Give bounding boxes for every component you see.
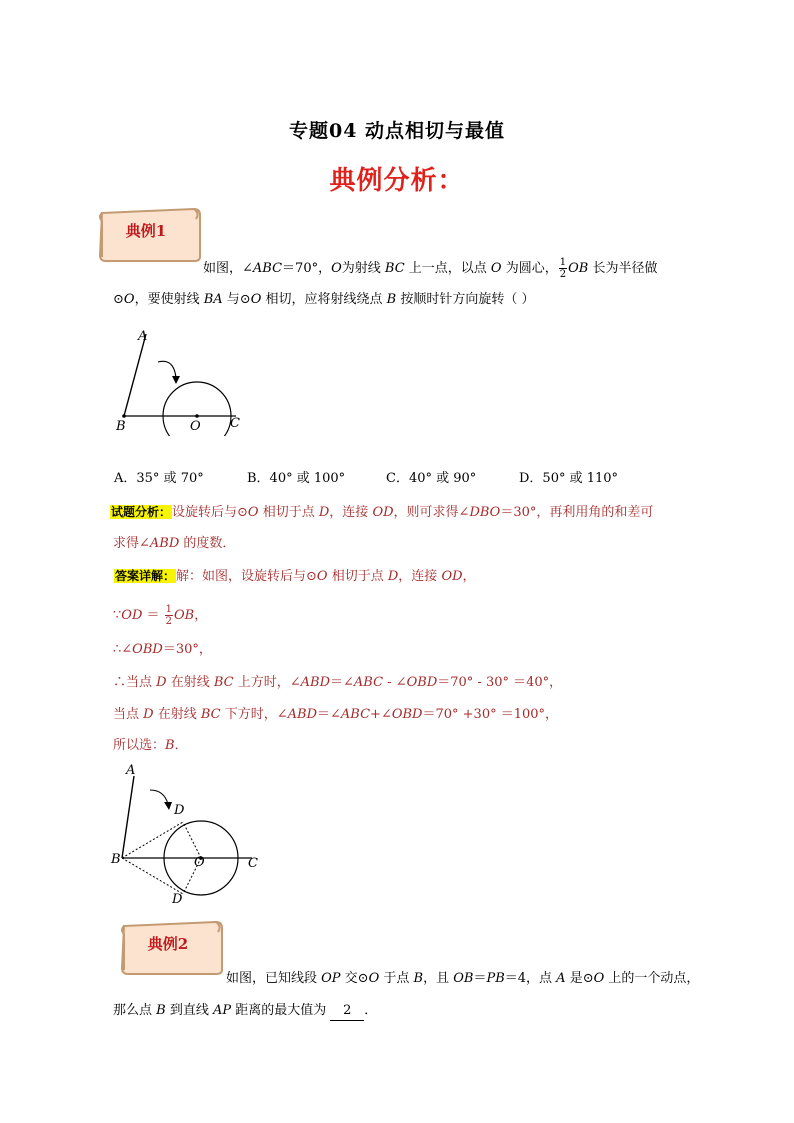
text-segment: ，: [462, 569, 476, 584]
q1-line1: [203, 261, 558, 276]
answer-blank: 2: [330, 1002, 364, 1021]
example-2-badge: [118, 918, 228, 976]
text-segment: ∴当点: [113, 675, 157, 690]
text-segment: 当点: [113, 707, 144, 722]
ray-ba: [124, 334, 146, 416]
text-segment: ＝∠: [317, 707, 341, 722]
answer-line-1: [114, 567, 476, 586]
text-segment: OBD: [132, 642, 163, 657]
text-segment: 在射线: [153, 707, 201, 722]
text-segment: ＝4，点: [504, 971, 557, 986]
text-segment: D: [318, 505, 330, 520]
answer-line-3: [113, 641, 212, 659]
analysis-line-1: [110, 503, 653, 522]
text-segment: 在射线: [166, 675, 214, 690]
answer-line-2: [113, 604, 207, 627]
text-segment: ABD: [300, 675, 330, 690]
text-segment: DBO: [469, 505, 501, 520]
text-segment: ，连接: [329, 505, 373, 520]
text-segment: O: [123, 292, 135, 307]
text-segment: OD: [121, 608, 143, 623]
text-segment: BC: [213, 675, 234, 690]
text-segment: AP: [212, 1003, 232, 1018]
text-segment: D: [143, 707, 154, 722]
text-segment: ABC: [353, 675, 384, 690]
text-segment: ．: [174, 738, 188, 753]
text-segment: O: [593, 971, 605, 986]
label-d-bottom: D: [172, 892, 183, 907]
rotation-arrow-icon: [150, 790, 168, 804]
text-segment: A: [556, 971, 566, 986]
text-segment: 解：如图，设旋转后与⊙: [176, 569, 317, 584]
text-segment: 长为半径做: [588, 261, 658, 276]
text-segment: ＝70° ‐ 30° ＝40°，: [437, 675, 563, 690]
text-segment: 如图，已知线段: [226, 971, 322, 986]
page-title: 专题04 动点相切与最值: [288, 120, 506, 142]
text-segment: PB: [486, 971, 505, 986]
label-b: B: [116, 419, 126, 434]
text-segment: OD: [441, 569, 463, 584]
text-segment: ＝70° +30° ＝100°，: [422, 707, 559, 722]
label-b: B: [111, 852, 121, 867]
text-segment: ＝: [142, 608, 164, 623]
example-1-question-line-2: [113, 291, 534, 309]
analysis-tag: 试题分析：: [111, 505, 172, 519]
label-c: C: [248, 856, 258, 871]
text-segment: 设旋转后与⊙: [172, 505, 248, 520]
text-segment: 距离的最大值为: [231, 1003, 327, 1018]
text-segment: 为圆心，: [501, 261, 558, 276]
text-segment: B: [165, 738, 175, 753]
text-segment: 相切，应将射线绕点: [261, 292, 387, 307]
text-segment: BC: [200, 707, 221, 722]
text-segment: ＝30°，再利用角的和差可: [500, 505, 654, 520]
rotation-arrow-icon: [158, 361, 176, 378]
text-segment: O: [331, 261, 342, 276]
answer-line-6: [113, 737, 188, 755]
example-1-question-line-1: [203, 257, 657, 280]
text-segment: OB: [568, 261, 589, 276]
text-segment: 下方时，∠: [220, 707, 288, 722]
example-2-question-line-1: [226, 970, 699, 988]
text-segment: ，连接: [398, 569, 442, 584]
label-a: A: [126, 763, 136, 778]
example-1-label: 典例1: [125, 222, 167, 240]
label-d-top: D: [174, 803, 185, 818]
text-segment: 与⊙: [222, 292, 251, 307]
text-segment: OP: [321, 971, 341, 986]
text-segment: ，要使射线: [134, 292, 204, 307]
text-segment: ABC: [252, 261, 283, 276]
text-segment: D: [387, 569, 399, 584]
text-segment: O: [250, 292, 262, 307]
analysis-line-2: [113, 535, 235, 553]
text-segment: D: [156, 675, 167, 690]
section-heading: 典例分析：: [329, 166, 465, 196]
text-segment: OBD: [391, 707, 423, 722]
text-segment: +∠: [370, 707, 392, 722]
text-segment: ‐ ∠: [383, 675, 407, 690]
text-segment: 那么点: [113, 1003, 157, 1018]
text-segment: ＝: [473, 971, 487, 986]
text-segment: OBD: [406, 675, 438, 690]
text-segment: 为射线: [341, 261, 385, 276]
text-segment: O: [368, 971, 380, 986]
text-segment: O: [247, 505, 259, 520]
text-segment: B: [156, 1003, 166, 1018]
option-b: B．40° 或 100°: [247, 471, 346, 486]
fraction: $\frac{1}{2}$: [559, 257, 567, 280]
text-segment: OB: [174, 608, 195, 623]
text-segment: OD: [372, 505, 394, 520]
text-segment: ABD: [149, 536, 180, 551]
text-segment: 上方时，∠: [233, 675, 301, 690]
text-segment: ，则可求得∠: [393, 505, 470, 520]
point-b-dot: [122, 414, 126, 418]
text-segment: 到直线: [165, 1003, 213, 1018]
text-segment: 相切于点: [258, 505, 319, 520]
text-segment: ABD: [287, 707, 317, 722]
label-o: O: [190, 419, 201, 434]
text-segment: OB: [453, 971, 474, 986]
segment-od-top: [183, 822, 201, 858]
q1-line1-tail: [568, 261, 657, 276]
text-segment: 于点: [379, 971, 414, 986]
figure-2: [106, 760, 266, 910]
text-segment: 是⊙: [565, 971, 594, 986]
figure-1: [108, 326, 258, 436]
text-segment: ，: [194, 608, 208, 623]
text-segment: 按顺时针方向旋转（ ）: [396, 292, 535, 307]
answer-line-5: [113, 706, 558, 724]
option-d: D．50° 或 110°: [519, 471, 619, 486]
text-segment: 上一点，以点: [404, 261, 491, 276]
example-2-question-line-2: 那么点 B 到直线 AP 距离的最大值为 2 ．: [113, 1002, 377, 1021]
text-segment: ⊙: [113, 292, 124, 307]
text-segment: ＝∠: [330, 675, 354, 690]
text-segment: 所以选：: [113, 738, 166, 753]
text-segment: ABC: [340, 707, 371, 722]
example-2-label: 典例2: [147, 935, 189, 953]
text-segment: ∴∠: [113, 642, 133, 657]
text-segment: ，且: [423, 971, 454, 986]
text-segment: 交⊙: [340, 971, 369, 986]
ray-ba: [122, 776, 134, 858]
option-c: C．40° 或 90°: [386, 471, 477, 486]
tangent-bd-top: [122, 822, 183, 858]
example-1-badge: [96, 205, 206, 263]
answer-line-4: [113, 674, 562, 692]
text-segment: 的度数．: [179, 536, 236, 551]
text-segment: 求得∠: [113, 536, 150, 551]
text-segment: ＝30°，: [162, 642, 212, 657]
option-a: A．35° 或 70°: [114, 471, 204, 486]
text-segment: ＝70°，: [282, 261, 332, 276]
text-segment: 上的一个动点，: [604, 971, 700, 986]
answer-tag: 答案详解：: [115, 569, 176, 583]
text-segment: BC: [384, 261, 405, 276]
text-segment: O: [316, 569, 328, 584]
text-segment: O: [490, 261, 502, 276]
text-segment: B: [413, 971, 424, 986]
fraction: $\frac{1}{2}$: [165, 604, 173, 627]
text-segment: BA: [203, 292, 223, 307]
text-segment: 相切于点: [327, 569, 388, 584]
tangent-bd-bottom: [122, 858, 183, 894]
label-c: C: [230, 416, 240, 431]
text-segment: ∵: [113, 608, 122, 623]
center-o-dot: [195, 414, 199, 418]
text-segment: 如图，∠: [203, 261, 253, 276]
label-o: O: [194, 855, 205, 870]
text-segment: B: [386, 292, 397, 307]
label-a: A: [138, 329, 148, 344]
